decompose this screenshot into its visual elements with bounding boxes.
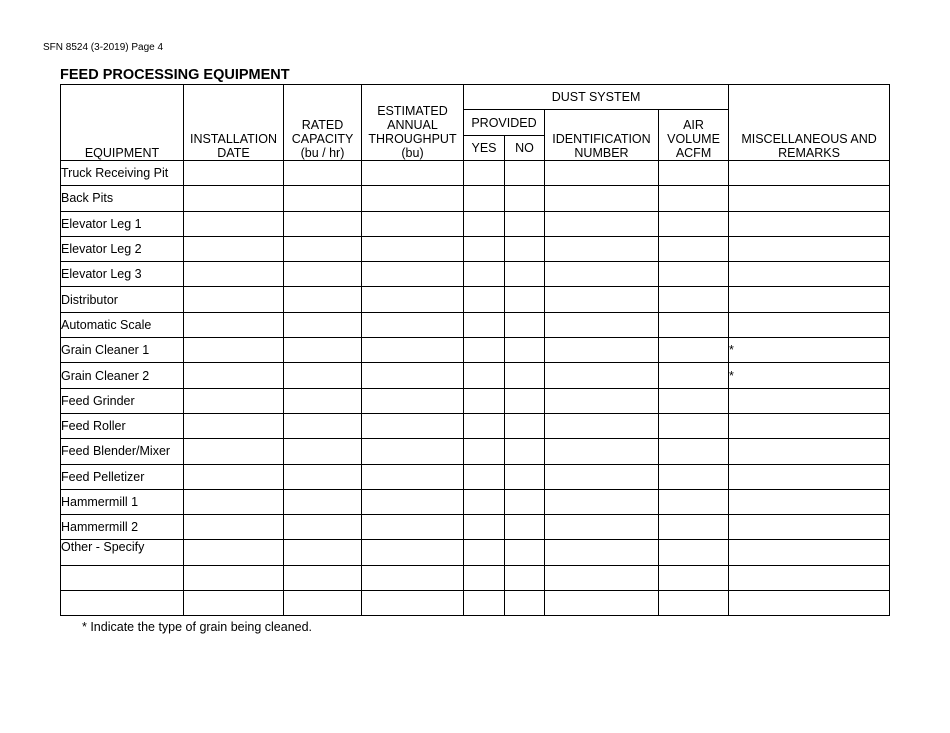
dust-yes-cell[interactable]	[464, 287, 505, 312]
dust-yes-cell[interactable]	[464, 591, 505, 616]
dust-no-cell[interactable]	[505, 439, 545, 464]
throughput-cell[interactable]	[362, 515, 464, 540]
table-row	[61, 565, 890, 590]
dust-no-cell[interactable]	[505, 388, 545, 413]
dust-no-cell[interactable]	[505, 338, 545, 363]
air-volume-cell[interactable]	[659, 211, 729, 236]
remarks-cell[interactable]	[729, 413, 890, 438]
throughput-cell[interactable]	[362, 540, 464, 565]
rated-capacity-cell[interactable]	[284, 489, 362, 514]
air-volume-cell[interactable]	[659, 287, 729, 312]
throughput-cell[interactable]	[362, 413, 464, 438]
table-row	[61, 413, 890, 438]
dust-yes-cell[interactable]	[464, 211, 505, 236]
dust-no-cell[interactable]	[505, 515, 545, 540]
rated-capacity-cell[interactable]	[284, 211, 362, 236]
remarks-cell[interactable]	[729, 591, 890, 616]
dust-no-cell[interactable]	[505, 287, 545, 312]
header-remarks: MISCELLANEOUS AND REMARKS	[729, 85, 890, 161]
table-row	[61, 489, 890, 514]
equipment-cell: Grain Cleaner 1	[61, 338, 184, 363]
dust-yes-cell[interactable]	[464, 565, 505, 590]
rated-capacity-cell[interactable]	[284, 439, 362, 464]
remarks-cell[interactable]	[729, 161, 890, 186]
air-volume-cell[interactable]	[659, 515, 729, 540]
installation-date-cell[interactable]	[184, 186, 284, 211]
equipment-cell[interactable]	[61, 591, 184, 616]
installation-date-cell[interactable]	[184, 338, 284, 363]
dust-yes-cell[interactable]	[464, 236, 505, 261]
throughput-cell[interactable]	[362, 312, 464, 337]
table-row	[61, 591, 890, 616]
dust-yes-cell[interactable]	[464, 161, 505, 186]
throughput-cell[interactable]	[362, 287, 464, 312]
dust-yes-cell[interactable]	[464, 489, 505, 514]
installation-date-cell[interactable]	[184, 464, 284, 489]
table-row	[61, 312, 890, 337]
remarks-cell[interactable]	[729, 312, 890, 337]
dust-no-cell[interactable]	[505, 413, 545, 438]
throughput-cell[interactable]	[362, 489, 464, 514]
dust-no-cell[interactable]	[505, 489, 545, 514]
equipment-cell: Feed Grinder	[61, 388, 184, 413]
header-air-volume: AIR VOLUME ACFM	[659, 110, 729, 161]
table-row	[61, 515, 890, 540]
remarks-cell[interactable]	[729, 236, 890, 261]
remarks-cell[interactable]	[729, 489, 890, 514]
installation-date-cell[interactable]	[184, 515, 284, 540]
identification-number-cell[interactable]	[545, 464, 659, 489]
table-row	[61, 338, 890, 363]
identification-number-cell[interactable]	[545, 161, 659, 186]
remarks-cell[interactable]	[729, 287, 890, 312]
rated-capacity-cell[interactable]	[284, 186, 362, 211]
header-installation-date: INSTALLATION DATE	[184, 85, 284, 161]
table-row	[61, 161, 890, 186]
identification-number-cell[interactable]	[545, 439, 659, 464]
equipment-cell: Automatic Scale	[61, 312, 184, 337]
throughput-cell[interactable]	[362, 161, 464, 186]
rated-capacity-cell[interactable]	[284, 464, 362, 489]
installation-date-cell[interactable]	[184, 312, 284, 337]
dust-yes-cell[interactable]	[464, 338, 505, 363]
throughput-cell[interactable]	[362, 186, 464, 211]
installation-date-cell[interactable]	[184, 161, 284, 186]
air-volume-cell[interactable]	[659, 413, 729, 438]
header-estimated-throughput: ESTIMATED ANNUAL THROUGHPUT (bu)	[362, 85, 464, 161]
identification-number-cell[interactable]	[545, 515, 659, 540]
installation-date-cell[interactable]	[184, 565, 284, 590]
throughput-cell[interactable]	[362, 211, 464, 236]
equipment-cell[interactable]	[61, 565, 184, 590]
identification-number-cell[interactable]	[545, 312, 659, 337]
dust-yes-cell[interactable]	[464, 186, 505, 211]
dust-yes-cell[interactable]	[464, 515, 505, 540]
rated-capacity-cell[interactable]	[284, 515, 362, 540]
identification-number-cell[interactable]	[545, 262, 659, 287]
identification-number-cell[interactable]	[545, 236, 659, 261]
table-row	[61, 439, 890, 464]
identification-number-cell[interactable]	[545, 540, 659, 565]
air-volume-cell[interactable]	[659, 591, 729, 616]
table-row	[61, 363, 890, 388]
header-provided: PROVIDED	[464, 110, 545, 136]
remarks-cell[interactable]	[729, 439, 890, 464]
remarks-cell[interactable]	[729, 262, 890, 287]
dust-no-cell[interactable]	[505, 363, 545, 388]
remarks-cell[interactable]	[729, 211, 890, 236]
remarks-cell[interactable]	[729, 565, 890, 590]
identification-number-cell[interactable]	[545, 287, 659, 312]
header-dust-system: DUST SYSTEM	[464, 85, 729, 110]
dust-no-cell[interactable]	[505, 464, 545, 489]
dust-yes-cell[interactable]	[464, 312, 505, 337]
rated-capacity-cell[interactable]	[284, 236, 362, 261]
throughput-cell[interactable]	[362, 363, 464, 388]
dust-yes-cell[interactable]	[464, 464, 505, 489]
equipment-cell: Hammermill 2	[61, 515, 184, 540]
throughput-cell[interactable]	[362, 464, 464, 489]
header-yes: YES	[464, 136, 505, 161]
installation-date-cell[interactable]	[184, 540, 284, 565]
identification-number-cell[interactable]	[545, 363, 659, 388]
dust-no-cell[interactable]	[505, 236, 545, 261]
rated-capacity-cell[interactable]	[284, 363, 362, 388]
dust-yes-cell[interactable]	[464, 363, 505, 388]
dust-yes-cell[interactable]	[464, 540, 505, 565]
identification-number-cell[interactable]	[545, 338, 659, 363]
dust-no-cell[interactable]	[505, 161, 545, 186]
air-volume-cell[interactable]	[659, 262, 729, 287]
equipment-cell: Elevator Leg 3	[61, 262, 184, 287]
feed-processing-equipment-table	[60, 84, 890, 616]
table-row	[61, 464, 890, 489]
air-volume-cell[interactable]	[659, 186, 729, 211]
table-row	[61, 262, 890, 287]
equipment-cell: Hammermill 1	[61, 489, 184, 514]
table-row	[61, 236, 890, 261]
installation-date-cell[interactable]	[184, 439, 284, 464]
remarks-cell[interactable]	[729, 186, 890, 211]
rated-capacity-cell[interactable]	[284, 338, 362, 363]
throughput-cell[interactable]	[362, 388, 464, 413]
table-row	[61, 540, 890, 565]
footnote: * Indicate the type of grain being cleaned.	[82, 620, 313, 634]
air-volume-cell[interactable]	[659, 439, 729, 464]
rated-capacity-cell[interactable]	[284, 591, 362, 616]
dust-no-cell[interactable]	[505, 312, 545, 337]
dust-yes-cell[interactable]	[464, 413, 505, 438]
rated-capacity-cell[interactable]	[284, 312, 362, 337]
remarks-cell[interactable]	[729, 540, 890, 565]
section-title: FEED PROCESSING EQUIPMENT	[60, 67, 290, 83]
throughput-cell[interactable]	[362, 591, 464, 616]
equipment-cell: Feed Pelletizer	[61, 464, 184, 489]
rated-capacity-cell[interactable]	[284, 161, 362, 186]
header-equipment: EQUIPMENT	[61, 85, 184, 161]
air-volume-cell[interactable]	[659, 489, 729, 514]
air-volume-cell[interactable]	[659, 236, 729, 261]
rated-capacity-cell[interactable]	[284, 262, 362, 287]
remarks-cell[interactable]	[729, 464, 890, 489]
dust-no-cell[interactable]	[505, 262, 545, 287]
air-volume-cell[interactable]	[659, 363, 729, 388]
throughput-cell[interactable]	[362, 338, 464, 363]
throughput-cell[interactable]	[362, 565, 464, 590]
air-volume-cell[interactable]	[659, 338, 729, 363]
rated-capacity-cell[interactable]	[284, 540, 362, 565]
throughput-cell[interactable]	[362, 236, 464, 261]
table-row	[61, 211, 890, 236]
table-row	[61, 287, 890, 312]
identification-number-cell[interactable]	[545, 186, 659, 211]
equipment-cell: Feed Roller	[61, 413, 184, 438]
rated-capacity-cell[interactable]	[284, 287, 362, 312]
remarks-cell[interactable]: *	[729, 363, 890, 388]
remarks-cell[interactable]	[729, 388, 890, 413]
rated-capacity-cell[interactable]	[284, 413, 362, 438]
dust-no-cell[interactable]	[505, 211, 545, 236]
equipment-cell: Feed Blender/Mixer	[61, 439, 184, 464]
equipment-cell: Back Pits	[61, 186, 184, 211]
identification-number-cell[interactable]	[545, 565, 659, 590]
header-identification-number: IDENTIFICATION NUMBER	[545, 110, 659, 161]
air-volume-cell[interactable]	[659, 464, 729, 489]
equipment-cell: Elevator Leg 1	[61, 211, 184, 236]
identification-number-cell[interactable]	[545, 388, 659, 413]
dust-no-cell[interactable]	[505, 591, 545, 616]
dust-yes-cell[interactable]	[464, 262, 505, 287]
air-volume-cell[interactable]	[659, 161, 729, 186]
air-volume-cell[interactable]	[659, 388, 729, 413]
equipment-cell: Elevator Leg 2	[61, 236, 184, 261]
remarks-cell[interactable]: *	[729, 338, 890, 363]
rated-capacity-cell[interactable]	[284, 565, 362, 590]
dust-no-cell[interactable]	[505, 186, 545, 211]
installation-date-cell[interactable]	[184, 262, 284, 287]
air-volume-cell[interactable]	[659, 312, 729, 337]
air-volume-cell[interactable]	[659, 540, 729, 565]
header-rated-capacity: RATED CAPACITY (bu / hr)	[284, 85, 362, 161]
dust-no-cell[interactable]	[505, 565, 545, 590]
remarks-cell[interactable]	[729, 515, 890, 540]
installation-date-cell[interactable]	[184, 388, 284, 413]
identification-number-cell[interactable]	[545, 591, 659, 616]
rated-capacity-cell[interactable]	[284, 388, 362, 413]
installation-date-cell[interactable]	[184, 211, 284, 236]
air-volume-cell[interactable]	[659, 565, 729, 590]
installation-date-cell[interactable]	[184, 363, 284, 388]
equipment-cell: Distributor	[61, 287, 184, 312]
installation-date-cell[interactable]	[184, 489, 284, 514]
throughput-cell[interactable]	[362, 262, 464, 287]
header-no: NO	[505, 136, 545, 161]
equipment-cell: Grain Cleaner 2	[61, 363, 184, 388]
table-row	[61, 388, 890, 413]
identification-number-cell[interactable]	[545, 489, 659, 514]
identification-number-cell[interactable]	[545, 211, 659, 236]
dust-no-cell[interactable]	[505, 540, 545, 565]
dust-yes-cell[interactable]	[464, 388, 505, 413]
installation-date-cell[interactable]	[184, 236, 284, 261]
form-id: SFN 8524 (3-2019) Page 4	[43, 42, 164, 53]
table-row	[61, 186, 890, 211]
installation-date-cell[interactable]	[184, 287, 284, 312]
throughput-cell[interactable]	[362, 439, 464, 464]
equipment-cell: Other - Specify	[61, 540, 184, 565]
installation-date-cell[interactable]	[184, 413, 284, 438]
equipment-cell: Truck Receiving Pit	[61, 161, 184, 186]
dust-yes-cell[interactable]	[464, 439, 505, 464]
installation-date-cell[interactable]	[184, 591, 284, 616]
identification-number-cell[interactable]	[545, 413, 659, 438]
